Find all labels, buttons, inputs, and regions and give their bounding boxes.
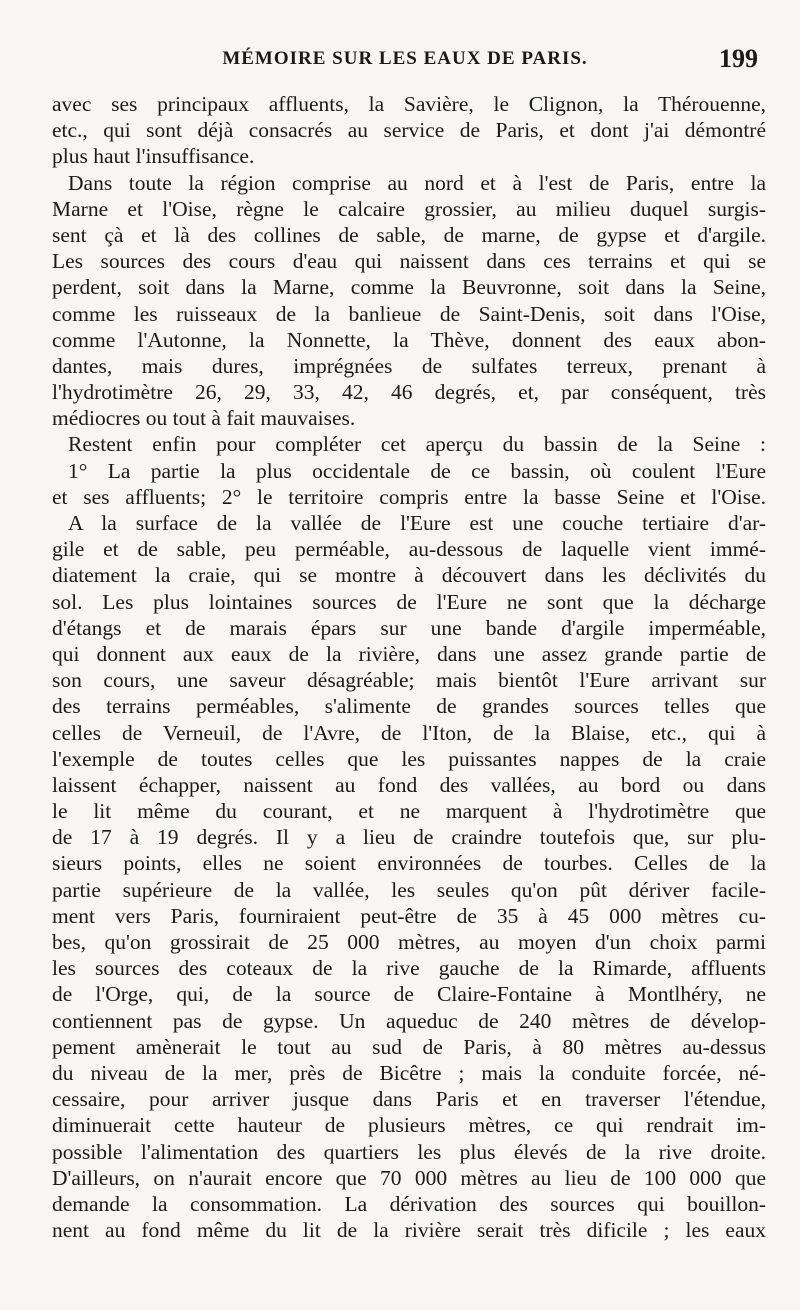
- text-line: Restent enfin pour compléter cet aperçu du bassin de la Seine :: [68, 432, 766, 457]
- page-number: 199: [719, 44, 758, 73]
- text-line: celles de Verneuil, de l'Avre, de l'Iton, de la Blaise, etc., qui à: [52, 720, 766, 745]
- text-line: du niveau de la mer, près de Bicêtre ; mais la conduite forcée, né-: [52, 1060, 766, 1085]
- text-line: cessaire, pour arriver jusque dans Paris et en traverser l'étendue,: [52, 1087, 766, 1112]
- text-line: comme l'Autonne, la Nonnette, la Thève, donnent des eaux abon-: [52, 327, 766, 352]
- text-line: contiennent pas de gypse. Un aqueduc de 240 mètres de dévelop-: [52, 1008, 766, 1033]
- text-line: plus haut l'insuffisance.: [52, 144, 255, 169]
- text-line: Les sources des cours d'eau qui naissent dans ces terrains et qui se: [52, 249, 766, 274]
- text-line: sent çà et là des collines de sable, de marne, de gypse et d'argile.: [52, 222, 766, 247]
- text-line: etc., qui sont déjà consacrés au service de Paris, et dont j'ai démontré: [52, 118, 766, 143]
- text-line: médiocres ou tout à fait mauvaises.: [52, 406, 356, 431]
- text-line: pement amènerait le tout au sud de Paris, à 80 mètres au-dessus: [52, 1034, 766, 1059]
- text-line: ment vers Paris, fourniraient peut-être de 35 à 45 000 mètres cu-: [52, 903, 766, 928]
- text-line: l'exemple de toutes celles que les puissantes nappes de la craie: [52, 746, 766, 771]
- text-line: nent au fond même du lit de la rivière serait très dificile ; les eaux: [52, 1218, 766, 1243]
- text-line: A la surface de la vallée de l'Eure est une couche tertiaire d'ar-: [68, 511, 766, 535]
- text-line: partie supérieure de la vallée, les seules qu'on pût dériver facile-: [52, 877, 766, 902]
- text-line: D'ailleurs, on n'aurait encore que 70 000 mètres au lieu de 100 000 que: [52, 1165, 766, 1190]
- text-line: son cours, une saveur désagréable; mais bientôt l'Eure arrivant sur: [52, 668, 766, 693]
- text-line: diatement la craie, qui se montre à découvert dans les déclivités du: [52, 563, 766, 588]
- text-line: avec ses principaux affluents, la Savière, le Clignon, la Thérouenne,: [52, 92, 766, 116]
- text-line: l'hydrotimètre 26, 29, 33, 42, 46 degrés, et, par conséquent, très: [52, 380, 766, 405]
- text-line: des terrains perméables, s'alimente de grandes sources telles que: [52, 694, 766, 719]
- text-line: de 17 à 19 degrés. Il y a lieu de craindre toutefois que, sur plu-: [52, 825, 766, 850]
- text-line: perdent, soit dans la Marne, comme la Beuvronne, soit dans la Seine,: [52, 275, 766, 300]
- text-line: les sources des coteaux de la rive gauche de la Rimarde, affluents: [52, 956, 766, 981]
- running-title: MÉMOIRE SUR LES EAUX DE PARIS.: [222, 48, 588, 69]
- text-line: demande la consommation. La dérivation des sources qui bouillon-: [52, 1191, 766, 1216]
- text-line: de l'Orge, qui, de la source de Claire-Fontaine à Montlhéry, ne: [52, 982, 766, 1007]
- text-line: possible l'alimentation des quartiers les plus élevés de la rive droite.: [52, 1139, 766, 1164]
- page-header: [52, 44, 758, 76]
- text-line: bes, qu'on grossirait de 25 000 mètres, au moyen d'un choix parmi: [52, 930, 766, 954]
- text-line: qui donnent aux eaux de la rivière, dans une assez grande partie de: [52, 641, 766, 666]
- text-line: 1° La partie la plus occidentale de ce bassin, où coulent l'Eure: [68, 458, 766, 483]
- body-text: [52, 91, 766, 1243]
- text-line: comme les ruisseaux de la banlieue de Saint-Denis, soit dans l'Oise,: [52, 301, 766, 326]
- text-line: diminuerait cette hauteur de plusieurs mètres, ce qui rendrait im-: [52, 1113, 766, 1138]
- text-line: Marne et l'Oise, règne le calcaire grossier, au milieu duquel surgis-: [52, 196, 766, 221]
- text-line: laissent échapper, naissent au fond des vallées, au bord ou dans: [52, 772, 766, 797]
- text-line: et ses affluents; 2° le territoire compris entre la basse Seine et l'Oise.: [52, 484, 766, 509]
- text-line: le lit même du courant, et ne marquent à l'hydrotimètre que: [52, 799, 766, 824]
- text-line: gile et de sable, peu perméable, au-dessous de laquelle vient immé-: [52, 537, 766, 562]
- text-line: d'étangs et de marais épars sur une bande d'argile imperméable,: [52, 615, 766, 640]
- text-line: sieurs points, elles ne soient environnées de tourbes. Celles de la: [52, 851, 766, 876]
- text-line: sol. Les plus lointaines sources de l'Eure ne sont que la décharge: [52, 589, 766, 614]
- text-line: Dans toute la région comprise au nord et à l'est de Paris, entre la: [68, 170, 766, 195]
- text-line: dantes, mais dures, imprégnées de sulfates terreux, prenant à: [52, 353, 766, 378]
